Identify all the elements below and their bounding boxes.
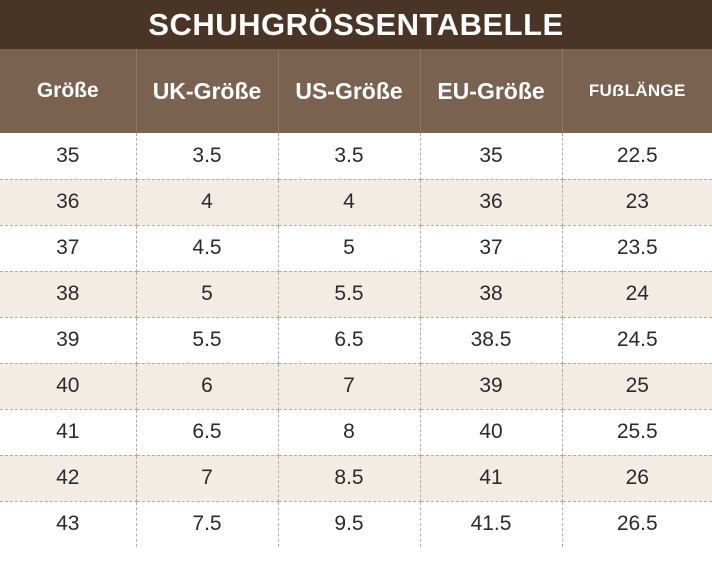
cell-fusslaenge: 25.5 bbox=[562, 409, 712, 455]
cell-uk: 6.5 bbox=[136, 409, 278, 455]
cell-uk: 7.5 bbox=[136, 501, 278, 547]
cell-fusslaenge: 26 bbox=[562, 455, 712, 501]
page-title: SCHUHGRÖSSENTABELLE bbox=[0, 0, 712, 49]
cell-groesse: 41 bbox=[0, 409, 136, 455]
table-row bbox=[0, 409, 712, 455]
column-header-uk-groesse: UK-Größe bbox=[136, 49, 278, 133]
cell-us: 8.5 bbox=[278, 455, 420, 501]
cell-eu: 36 bbox=[420, 179, 562, 225]
cell-fusslaenge: 26.5 bbox=[562, 501, 712, 547]
table-row bbox=[0, 455, 712, 501]
cell-groesse: 36 bbox=[0, 179, 136, 225]
cell-us: 7 bbox=[278, 363, 420, 409]
cell-eu: 38.5 bbox=[420, 317, 562, 363]
cell-fusslaenge: 25 bbox=[562, 363, 712, 409]
cell-uk: 7 bbox=[136, 455, 278, 501]
table-row bbox=[0, 317, 712, 363]
column-header-eu-groesse: EU-Größe bbox=[420, 49, 562, 133]
cell-uk: 5.5 bbox=[136, 317, 278, 363]
size-table bbox=[0, 49, 712, 547]
cell-uk: 5 bbox=[136, 271, 278, 317]
table-header-row bbox=[0, 49, 712, 133]
table-header bbox=[0, 49, 712, 133]
table-row bbox=[0, 271, 712, 317]
cell-eu: 37 bbox=[420, 225, 562, 271]
cell-fusslaenge: 24 bbox=[562, 271, 712, 317]
column-header-fusslaenge: FUẞLÄNGE bbox=[562, 49, 712, 133]
cell-eu: 39 bbox=[420, 363, 562, 409]
cell-fusslaenge: 23 bbox=[562, 179, 712, 225]
cell-us: 4 bbox=[278, 179, 420, 225]
cell-us: 9.5 bbox=[278, 501, 420, 547]
cell-eu: 41.5 bbox=[420, 501, 562, 547]
cell-uk: 4.5 bbox=[136, 225, 278, 271]
cell-us: 8 bbox=[278, 409, 420, 455]
table-row bbox=[0, 501, 712, 547]
cell-groesse: 37 bbox=[0, 225, 136, 271]
cell-eu: 40 bbox=[420, 409, 562, 455]
column-header-us-groesse: US-Größe bbox=[278, 49, 420, 133]
cell-eu: 38 bbox=[420, 271, 562, 317]
cell-uk: 3.5 bbox=[136, 133, 278, 179]
cell-groesse: 40 bbox=[0, 363, 136, 409]
cell-fusslaenge: 24.5 bbox=[562, 317, 712, 363]
cell-groesse: 39 bbox=[0, 317, 136, 363]
cell-groesse: 35 bbox=[0, 133, 136, 179]
cell-us: 3.5 bbox=[278, 133, 420, 179]
table-body bbox=[0, 133, 712, 547]
table-row bbox=[0, 363, 712, 409]
cell-groesse: 42 bbox=[0, 455, 136, 501]
cell-fusslaenge: 23.5 bbox=[562, 225, 712, 271]
table-row bbox=[0, 133, 712, 179]
cell-groesse: 43 bbox=[0, 501, 136, 547]
cell-us: 6.5 bbox=[278, 317, 420, 363]
column-header-groesse: Größe bbox=[0, 49, 136, 133]
cell-eu: 41 bbox=[420, 455, 562, 501]
cell-eu: 35 bbox=[420, 133, 562, 179]
table-row bbox=[0, 179, 712, 225]
cell-uk: 6 bbox=[136, 363, 278, 409]
cell-fusslaenge: 22.5 bbox=[562, 133, 712, 179]
cell-uk: 4 bbox=[136, 179, 278, 225]
cell-groesse: 38 bbox=[0, 271, 136, 317]
cell-us: 5 bbox=[278, 225, 420, 271]
cell-us: 5.5 bbox=[278, 271, 420, 317]
table-row bbox=[0, 225, 712, 271]
